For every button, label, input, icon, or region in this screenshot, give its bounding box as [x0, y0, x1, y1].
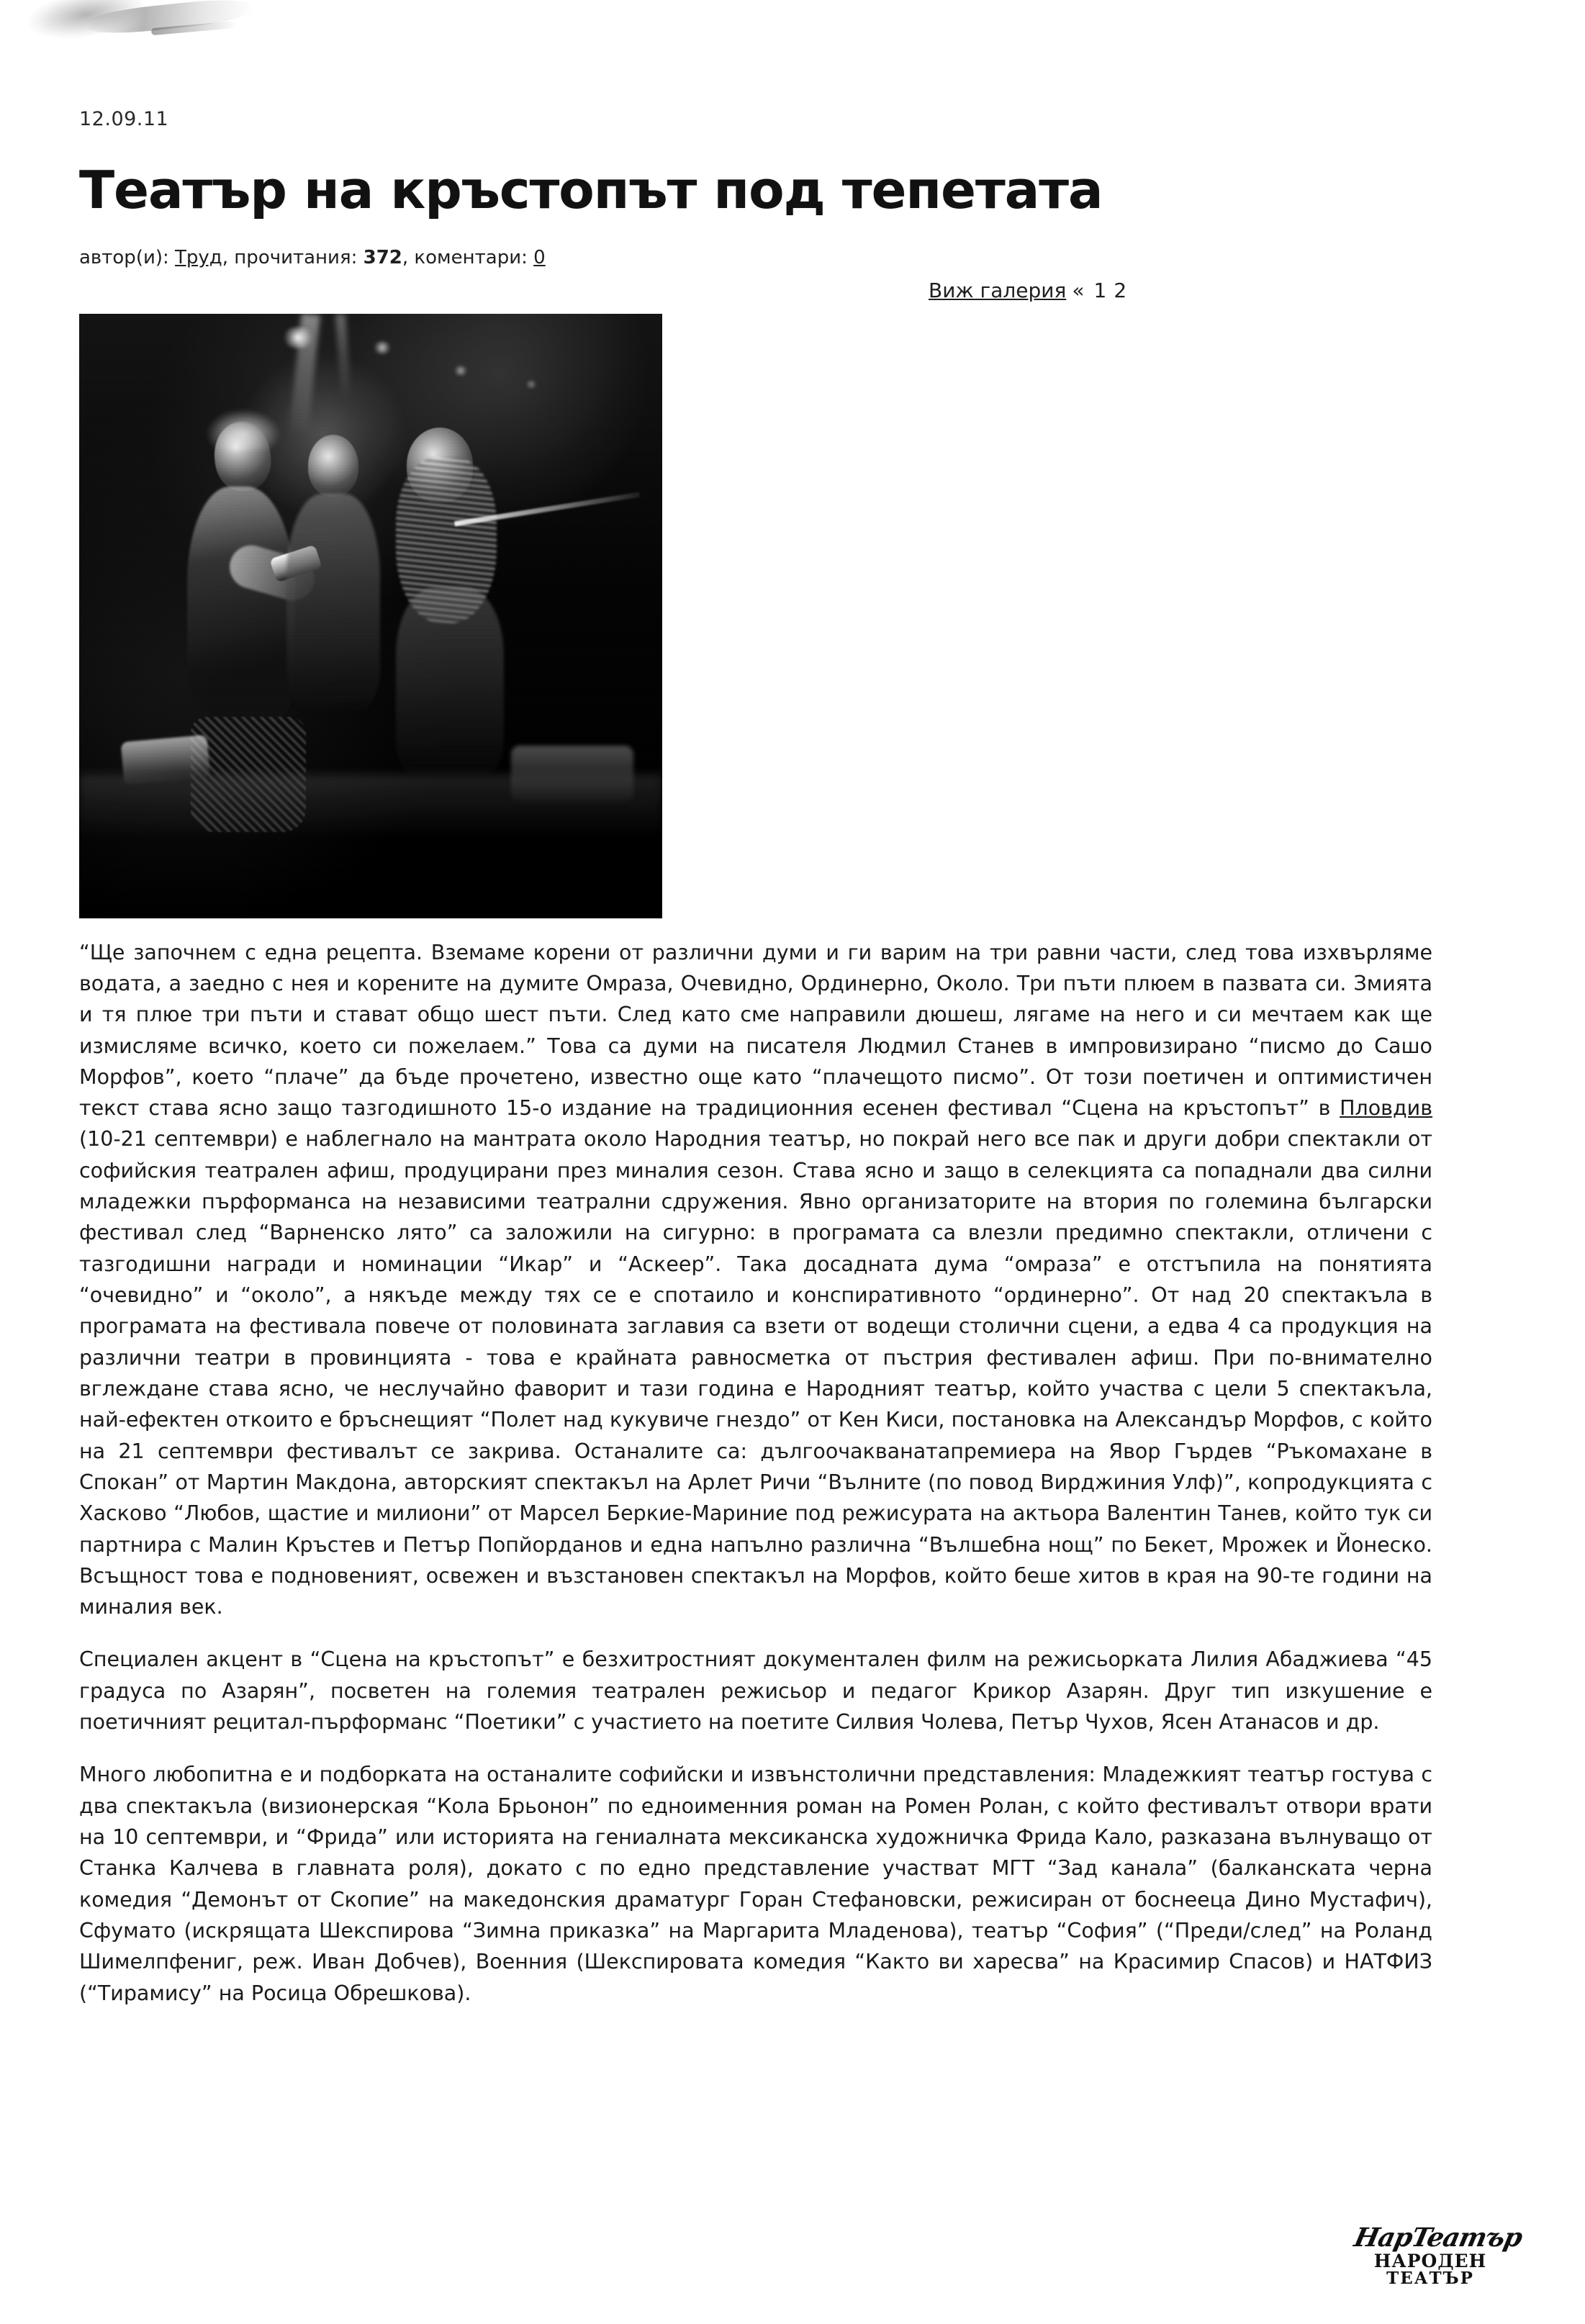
reads-count: 372	[363, 246, 402, 268]
gallery-pager	[929, 279, 1447, 302]
gallery-prev-icon[interactable]: «	[1072, 278, 1085, 302]
gallery-page-1[interactable]: 1	[1093, 278, 1107, 302]
byline	[79, 247, 1447, 268]
reads-label: , прочитания:	[222, 246, 358, 268]
publication-date: 12.09.11	[79, 108, 169, 130]
logo-line-one: НАРОДЕН	[1373, 2251, 1487, 2271]
view-gallery-link[interactable]: Виж галерия	[929, 278, 1067, 302]
gallery-page-2[interactable]: 2	[1114, 278, 1127, 302]
article-body	[79, 937, 1432, 2009]
article-paragraph: “Ще започнем с една рецепта. Вземаме корени от различни думи и ги варим на три равни части, след това изхвърляме водата, а заедно с нея и корените на думите Омраза, Очевидно, Ординерно, Около. Три пъти плюем в пазвата си. Змията и тя плюе три пъти и стават общо шест пъти. След като сме направили дюшеш, лягаме на него и си мечтаем как ще измисляме всичко, което си пожелаем.” Това са думи на писателя Людмил Станев в импровизирано “писмо до Сашо Морфов”, което “плаче” да бъде прочетено, известно още като “плачещото писмо”. От този поетичен и оптимистичен текст става ясно защо тазгодишното 15-о издание на традиционния есенен фестивал “Сцена на кръстопът” в Пловдив (10-21 септември) е наблегнало на мантрата около Народния театър, но покрай него все пак и други добри спектакли от софийския театрален афиш, продуцирани през миналия сезон. Става ясно и защо в селекцията са попаднали два силни младежки пърформанса на независими театрални сдружения. Явно организаторите на втория по големина български фестивал след “Варненско лято” са заложили на сигурно: в програмата са влезли предимно спектакли, отличени с тазгодишни награди и номинации “Икар” и “Аскеер”. Така досадната дума “омраза” е отстъпила на понятията “очевидно” и “около”, а някъде между тях се е спотаило и конспиративното “ординерно”. От над 20 спектакъла в програмата на фестивала повече от половината заглавия са взети от водещи столични сцени, а едва 4 са продукция на различни театри в провинцията - това е крайната равносметка от пъстрия фестивален афиш. При по-внимателно вглеждане става ясно, че неслучайно фаворит и тази година е Народният театър, който участва с цели 5 спектакъла, най-ефектен откоито е бръснещият “Полет над кукувиче гнездо” от Кен Киси, постановка на Александър Морфов, с който на 21 септември фестивалът се закрива. Останалите са: дългоочакванатапремиера на Явор Гърдев “Ръкомахане в Спокан” от Мартин Макдона, авторският спектакъл на Арлет Ричи “Вълните (по повод Вирджиния Улф)”, копродукцията с Хасково “Любов, щастие и милиони” от Марсел Беркие-Мариние под режисурата на актьора Валентин Танев, който тук си партнира с Малин Кръстев и Петър Попйорданов и една напълно различна “Вълшебна нощ” по Бекет, Мрожек и Йонеско. Всъщност това е подновеният, освежен и възстановен спектакъл на Морфов, който беше хитов в края на 90-те години на миналия век.	[79, 940, 1432, 1619]
scan-artifact-smudge	[26, 0, 146, 45]
inline-link[interactable]: Пловдив	[1340, 1096, 1432, 1121]
article-content	[79, 108, 1447, 2030]
scan-artifact-line	[151, 21, 238, 35]
national-theatre-logo	[1351, 2223, 1525, 2288]
article-paragraph: Много любопитна е и подборката на останалите софийски и извънстолични представления: Младежкият театър гостува с два спектакъла (визионерская “Кола Брьонон” по едноименния роман на Ромен Ролан, с който фестивалът отвори врати на 10 септември, и “Фрида” или историята на гениалната мексиканска художничка Фрида Кало, разказана вълнуващо от Станка Калчева в главната роля), докато с по едно представление участват МГТ “Зад канала” (балканската черна комедия “Демонът от Скопие” на македонския драматург Горан Стефановски, режисиран от боснееца Дино Мустафич), Сфумато (искрящата Шекспирова “Зимна приказка” на Маргарита Младенова), театър “София” (“Преди/след” на Роланд Шимелпфениг, реж. Иван Добчев), Военния (Шекспировата комедия “Както ви харесва” на Красимир Спасов) и НАТФИЗ (“Тирамису” на Росица Обрешкова).	[79, 1763, 1432, 2005]
article-paragraph: Специален акцент в “Сцена на кръстопът” е безхитростният документален филм на режисьорката Лилия Абаджиева “45 градуса по Азарян”, посветен на големия театрален режисьор и педагог Крикор Азарян. Друг тип изкушение е поетичният рецитал-пърформанс “Поетики” с участието на поетите Силвия Чолева, Петър Чухов, Ясен Атанасов и др.	[79, 1647, 1432, 1735]
logo-line-two: ТЕАТЪР	[1386, 2269, 1474, 2288]
comments-label: , коментари:	[402, 246, 528, 268]
comments-count-link[interactable]: 0	[533, 246, 546, 268]
photo-grain-overlay	[79, 314, 662, 918]
author-link[interactable]: Труд	[175, 246, 222, 268]
logo-signature: НарTeaтър	[1351, 2223, 1525, 2253]
page-title: Театър на кръстопът под тепетата	[79, 160, 1103, 220]
author-label: автор(и):	[79, 246, 169, 268]
scan-artifact-streak	[86, 0, 253, 37]
article-photo	[79, 314, 662, 918]
